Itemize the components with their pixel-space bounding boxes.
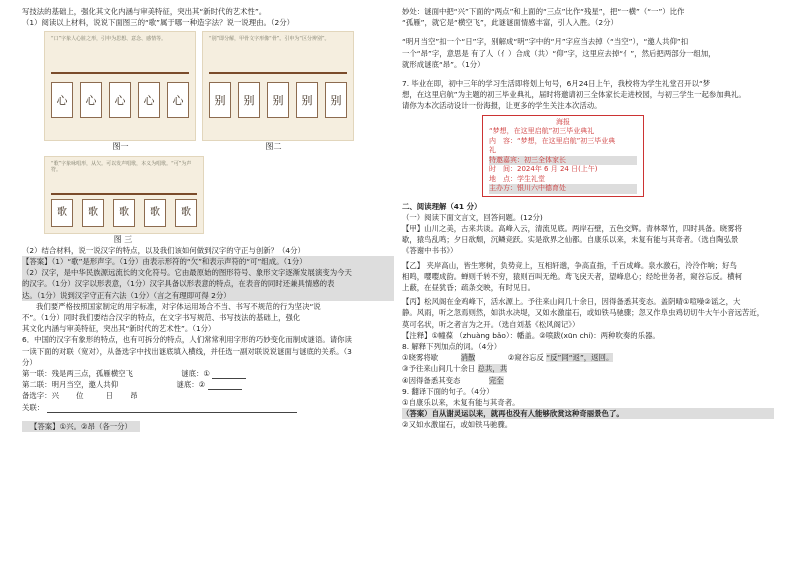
- figure-1: [44, 31, 196, 141]
- passage-line: 【丙】松风阁在金鸡峰下，活水源上。予往来山间几十余日，因得备悉其变态。盖阴晴①喧噪②谣之，大: [402, 297, 741, 307]
- q8-item-text: ②窥谷忘反: [507, 353, 544, 363]
- question-8: 8. 解释下列加点的词。（4分）: [402, 342, 502, 352]
- answer-6: 【答案】①兴。②昂（各一分）: [22, 421, 394, 432]
- q8-item-text: ①晓雾将歇: [402, 353, 439, 363]
- q8-answer: 总共，共: [477, 364, 508, 374]
- figure-3-bar: [51, 193, 197, 195]
- poster-line: 地 点：学生礼堂: [489, 174, 545, 183]
- paragraph-line: 其文化内涵与审美特征，突出其“新时代的艺术性”。（1分）: [22, 324, 216, 334]
- answer-line: （2）汉字，是中华民族源远流长的文化符号。它由最原始的图形符号、象形文字逐渐发展演变为今天: [22, 267, 394, 278]
- figure-2-text: “别”即分解，甲骨文字形像“骨”。引申为“区分辨别”。: [209, 36, 330, 43]
- question-6: 6．中国的汉字有象形的特点，也有可拆分的特点，人们常常利用字形的巧妙变化而制成谜语。请你读: [22, 335, 352, 345]
- passage-line: 【乙】 夹岸高山，皆生寒树，负势竞上，互相轩邈，争高直指，千百成峰。泉水激石，泠泠作响；好鸟: [402, 260, 737, 270]
- section-heading: 二、阅读理解（41 分）: [402, 201, 482, 211]
- glyph-tile: 歌: [175, 199, 197, 227]
- paragraph-line: 妙处：谜面中把“兴”下面的“两点”和上面的“三点”比作“残星”，把“一横”（“一”）比作: [402, 7, 685, 16]
- q8-item: [402, 352, 774, 363]
- q9-answer: （答案）自从谢灵运以来，就再也没有人能够欣赏这种奇丽景色了。: [402, 408, 774, 419]
- q8-item-text: ③予往来山间几十余日: [402, 364, 476, 374]
- passage-line: 上蔽，在昼犹昏；疏条交映，有时见日。: [402, 283, 536, 293]
- figure-row: [44, 31, 394, 141]
- glyph-tile: 心: [167, 82, 189, 118]
- glyph-tile: 别: [325, 82, 347, 118]
- passage-line: 《答谢中书书》）: [402, 246, 458, 256]
- couplet-1-label: 谜底：①: [181, 369, 211, 379]
- figure-1-bar: [51, 72, 189, 74]
- figure-2-caption: 图二: [265, 142, 282, 152]
- question-7: 7. 毕业在即，初中三年的学习生活即将划上句号，6月24日上午，我校将为学生礼堂召开以“梦: [402, 79, 711, 89]
- glyph-tile: 别: [296, 82, 318, 118]
- glyph-tile: 别: [209, 82, 231, 118]
- poster-box: [482, 115, 644, 197]
- poster-line: 内 容：“梦想，在这里启航”初三毕业典: [489, 136, 616, 145]
- left-column: [22, 6, 394, 432]
- glyph-tile: 歌: [113, 199, 135, 227]
- couplet-2: [22, 379, 394, 390]
- poster-line: “梦想，在这里启航”初三毕业典礼: [489, 127, 595, 136]
- paragraph-line: 不”。（1分）同时我们要结合汉字的特点，在文字书写规范、书写技法的基础上，强化: [22, 313, 301, 323]
- passage-line: 相鸣，嘤嘤成韵。蝉则千转不穷，猿则百叫无绝。鸢飞戾天者，望峰息心；经纶世务者，窥谷忘反。横柯: [402, 271, 742, 281]
- figure-3-text: “歌”字象咏唱形，从欠。可以发声唱歌，本义为唱歌。“可”为声符。: [51, 160, 192, 173]
- poster-line: 主办方：银川六中德育处: [489, 184, 637, 194]
- question-2: （2）结合材料，说一说汉字的特点，以及我们该如何做到汉字的守正与创新？（4分）: [22, 245, 305, 255]
- glyph-tile: 歌: [51, 199, 73, 227]
- annotation-note: 【注释】①幢葆 （zhuàng bǎo）：幡盖。②喷跋(xūn chí)：两种吹奏的乐器。: [402, 330, 660, 340]
- right-column: [402, 6, 774, 431]
- q9-item: ①自康乐以来，未复有能与其奇者。: [402, 398, 520, 408]
- couplet-1-text: 第一联：残是两三点，孤雁横空飞: [22, 369, 133, 379]
- paragraph-line: 一个“昂”字，意思是 有了人（亻）合成（共）“仰”字，这里应去掉“亻”，然后把两部分一组加，: [402, 48, 716, 58]
- relation-blank[interactable]: [47, 403, 297, 413]
- glyph-tile: 心: [109, 82, 131, 118]
- answer-line: 【答案】（1）“歌”是形声字。（1分）由表示形符的“欠”和表示声符的“可”组成。（1分）: [22, 256, 394, 267]
- passage-line: 静。风雨，听之忽焉则然，如洪水决堤，又如水激崖石，或如铁马驰骤；忽又作阜虫鸡切切牛大午小音远苦近，: [402, 308, 765, 318]
- glyph-tile: 别: [238, 82, 260, 118]
- answer-line: 达。（1分）说到汉字守正有六法（1分）（言之有理即可得 2分）: [22, 290, 394, 301]
- paragraph-line: 就形成谜底“昂”。（1分）: [402, 59, 485, 69]
- figure-2: [202, 31, 354, 141]
- figure-2-bar: [209, 72, 347, 74]
- glyph-tile: 别: [267, 82, 289, 118]
- glyph-tile: 歌: [82, 199, 104, 227]
- question-9: 9. 翻译下面的句子。（4分）: [402, 386, 494, 396]
- paragraph-line: “孤雁”，就它是“横空飞”，此谜谜面情感丰富，引人入胜。（2分）: [402, 18, 618, 28]
- poster-line: 特邀嘉宾：初三全体家长: [489, 156, 637, 166]
- q8-item: [402, 363, 774, 374]
- glyph-tile: 歌: [144, 199, 166, 227]
- passage-line: 莫可名状，听之者言为之开。（选自刘基《松风阁记》）: [402, 319, 580, 329]
- passage-line: 歇，猿鸟乱鸣；夕日欲颓，沉鳞竞跃。实是欲界之仙都。自康乐以来，未复有能与其奇者。（选自陶弘景: [402, 235, 739, 245]
- answer-blank-1[interactable]: [212, 369, 246, 379]
- glyph-tile: 心: [80, 82, 102, 118]
- subsection-heading: （一）阅读下面文言文，回答问题。(12分): [402, 212, 543, 222]
- figure-1-text: “口”字象人心脏之形，引申为思想、意念、感情等。: [51, 36, 167, 43]
- relation-line: [22, 402, 394, 413]
- question-6: 分）: [22, 357, 37, 367]
- question-7: 请你为本次活动设计一份海报，让更多的学生关注本次活动。: [402, 101, 602, 111]
- poster-line: 礼: [489, 146, 496, 155]
- relation-label: 关联：: [22, 402, 45, 412]
- figure-3-caption: 图 三: [113, 234, 133, 244]
- glyph-tile: 心: [51, 82, 73, 118]
- answer-line: 的汉字。（1分）汉字以形表意，（1分）汉字具备以形表意的特点，在表音的同时还兼具情感的表: [22, 278, 394, 289]
- paragraph-line: 我们要严格按照国家制定的用字标准，对字体运用场合不当、书写不规范的行为坚决“说: [36, 301, 321, 311]
- q8-answer: 完全: [488, 375, 504, 385]
- passage-line: 【甲】山川之美，古来共谈。高峰入云，清流见底。两岸石壁，五色交辉。青林翠竹，四时具备。晓雾将: [402, 224, 742, 234]
- poster-line: 时 间：2024年 6 月 24 日(上午): [489, 165, 598, 174]
- intro-line: 写技法的基础上，强化其文化内涵与审美特征，突出其“新时代的艺术性”。: [22, 7, 267, 16]
- figure-3: [44, 156, 204, 234]
- poster-title: 海报: [556, 117, 570, 126]
- question-6: 一读下面的对联（宽对），从备选字中找出谜底填入横线，并任选一副对联说说谜面与谜底的关系。（3: [22, 346, 352, 356]
- figure-1-caption: 图一: [112, 142, 129, 152]
- q8-answer: 消散: [460, 353, 476, 363]
- couplet-1: [22, 368, 394, 379]
- glyph-tile: 心: [138, 82, 160, 118]
- question-1: （1）阅读以上材料，说说下面图三的“歌”属于哪一种造字法？说一说理由。（2分）: [22, 18, 295, 28]
- q9-item: ②又如水激崖石，或如铁马驰骤。: [402, 420, 513, 430]
- q8-answer: “反”同“返”，返回。: [546, 353, 614, 363]
- couplet-2-text: 第二联：明月当空，邀人共仰: [22, 380, 119, 390]
- answer-blank-2[interactable]: [208, 380, 242, 390]
- q8-item: [402, 375, 774, 386]
- question-7: 想，在这里启航”为主题的初三毕业典礼，届时将邀请初三全体家长走进校园，与初三学生一起参加典礼。: [402, 90, 746, 100]
- q8-item-text: ④因得备悉其变态: [402, 375, 461, 385]
- figure-captions: [44, 141, 350, 152]
- paragraph-line: “明月当空”扣一个“日”字，别解成“明”字中的“月”字应当去掉（“当空”），“邀人共仰”扣: [402, 37, 689, 47]
- couplet-2-label: 谜底：②: [176, 380, 206, 390]
- candidate-chars: 备选字：兴 位 日 昂: [22, 391, 138, 401]
